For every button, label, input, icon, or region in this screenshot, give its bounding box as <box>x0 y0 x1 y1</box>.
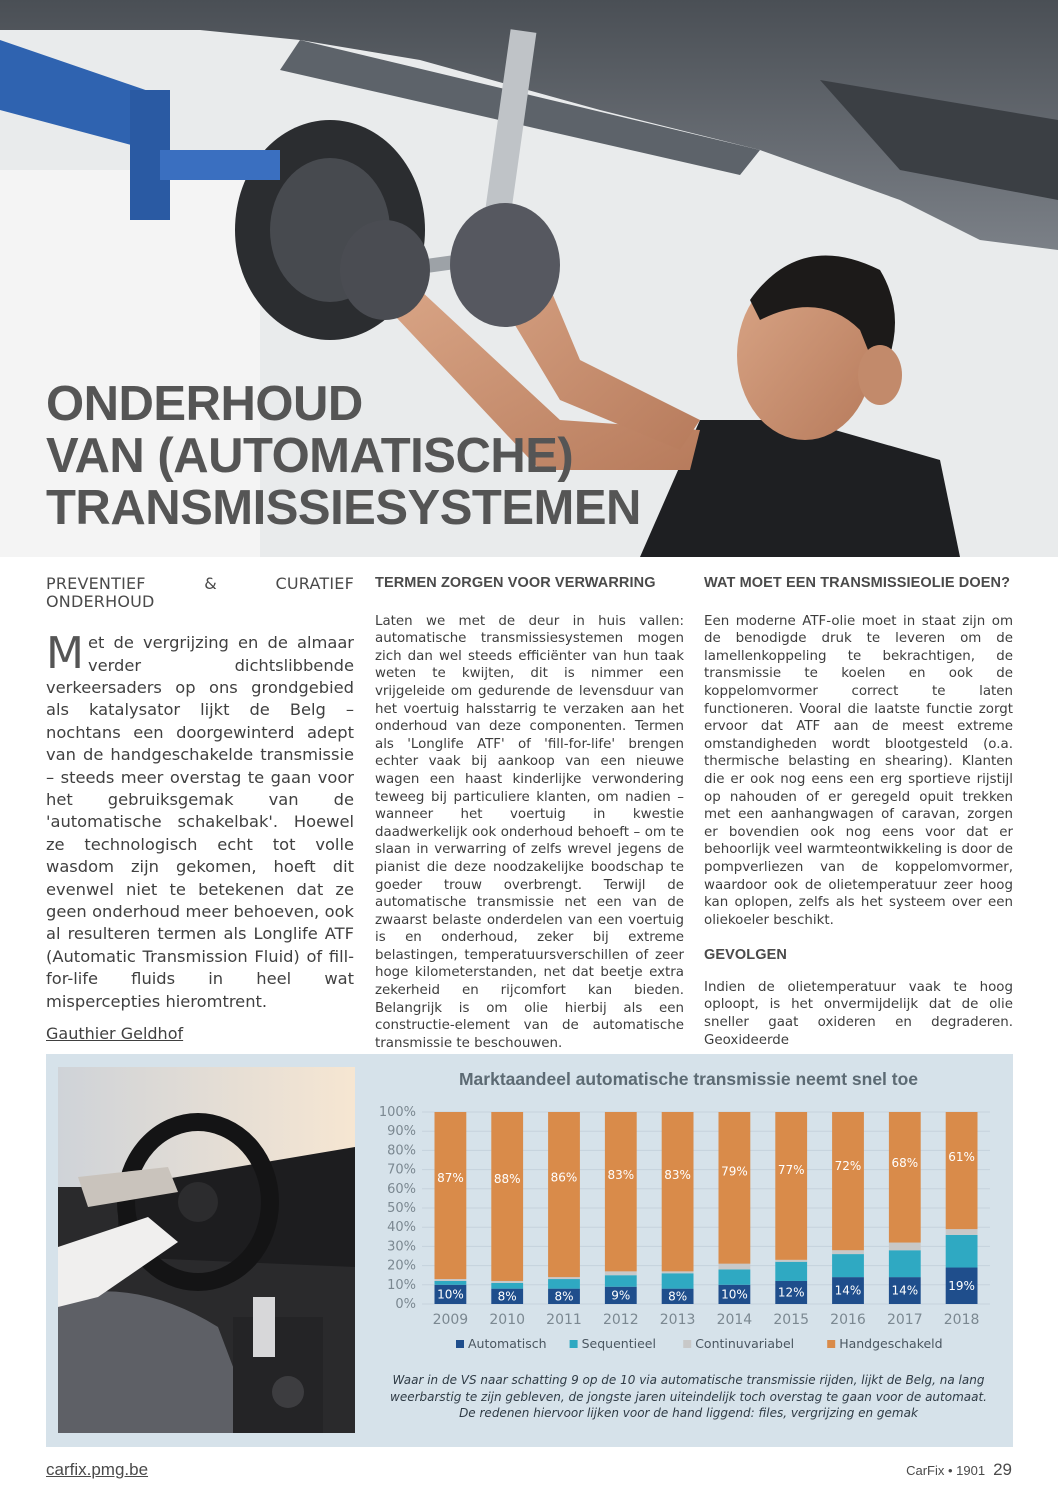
title-line-1: ONDERHOUD <box>46 377 363 431</box>
bar-segment <box>434 1279 466 1281</box>
bar-segment <box>832 1112 864 1250</box>
column-intro <box>46 575 354 1043</box>
section-heading-termen: TERMEN ZORGEN VOOR VERWARRING <box>375 575 656 591</box>
x-tick-label: 2014 <box>716 1312 753 1328</box>
data-label: 14% <box>834 1283 862 1298</box>
y-tick-label: 70% <box>387 1162 416 1178</box>
x-tick-label: 2018 <box>943 1312 980 1328</box>
bar-segment <box>434 1112 466 1279</box>
bar-segment <box>718 1112 750 1264</box>
data-label: 8% <box>668 1289 688 1304</box>
data-label: 72% <box>834 1159 862 1174</box>
y-tick-label: 60% <box>387 1181 416 1197</box>
legend-label: Continuvariabel <box>695 1336 795 1351</box>
data-label: 8% <box>497 1289 517 1304</box>
bar-segment <box>889 1112 921 1243</box>
bar-segment <box>662 1271 694 1273</box>
bar-segment <box>718 1264 750 1270</box>
column-termen <box>375 575 684 1052</box>
y-tick-label: 50% <box>387 1201 416 1216</box>
data-label: 9% <box>611 1288 631 1303</box>
bar-segment <box>775 1260 807 1262</box>
bar-segment <box>605 1275 637 1287</box>
y-tick-label: 20% <box>387 1258 416 1274</box>
legend-label: Automatisch <box>468 1336 547 1351</box>
section-body-termen: Laten we met de deur in huis vallen: automatische transmissiesystemen mogen zich dan wel steeds efficiënter van hun taak weten te kwijten, dit is nimmer een vrijgeleide om gedurende de levensduur van het voertuig halsstarrig te verzaken aan het onderhoud van deze componenten. Termen als 'Longlife ATF' of 'fill-for-life' brengen echter vaak bij aankoop van een nieuwe wagen een haast kinderlijke verwondering teweeg bij particuliere klanten, om nadien – wanneer het voertuig in kwestie daadwerkelijk ook onderhoud behoeft – om te slaan in verwarring of zelfs wrevel jegens de pianist die deze noodzakelijke boodschap te goeder trouw overbrengt. Terwijl de automatische transmissie net een van de zwaarst belaste onderdelen van een voertuig is en onderhoud, zeker bij extreme belastingen, temperatuursverschillen of zeer hoge kilometerstanden, net dat beetje extra zekerheid en rijcomfort kan bieden. Belangrijk is om olie hierbij als een constructie-element van de automatische transmissie te beschouwen. <box>375 613 684 1051</box>
intro-paragraph <box>46 628 354 1013</box>
data-label: 83% <box>607 1167 635 1182</box>
bar-segment <box>718 1269 750 1284</box>
column-transmissieolie <box>704 575 1013 1049</box>
bar-segment <box>889 1250 921 1277</box>
chart-caption: Waar in de VS naar schatting 9 op de 10 via automatische transmissie rijden, lijkt de Belg, na lang weerbarstig te zijn gebleven, de jongste jaren uiteindelijk toch overstag te gaan voor de automaat. De redenen hiervoor lijken voor de hand liggend: files, vergrijzing en gemak <box>390 1373 987 1420</box>
bar-segment <box>832 1250 864 1254</box>
kicker: PREVENTIEF & CURATIEF ONDERHOUD <box>46 574 354 611</box>
bar-segment <box>946 1229 978 1235</box>
footer-page-info <box>906 1460 1012 1480</box>
section-body-gevolgen: Indien de olietemperatuur vaak te hoog oploopt, is het onvermijdelijk dat de olie sneller gaat oxideren en degraderen. Geoxideerde <box>704 979 1013 1048</box>
bar-segment <box>605 1112 637 1271</box>
bar-segment <box>548 1279 580 1289</box>
bar-segment <box>605 1271 637 1275</box>
y-tick-label: 10% <box>387 1277 416 1293</box>
data-label: 83% <box>664 1167 691 1182</box>
x-tick-label: 2015 <box>773 1312 810 1328</box>
section-heading-transmissieolie: WAT MOET EEN TRANSMISSIEOLIE DOEN? <box>704 575 1011 591</box>
stacked-bar-chart <box>370 1098 1002 1368</box>
y-tick-label: 0% <box>395 1297 416 1312</box>
driver-photo <box>58 1067 355 1433</box>
legend-swatch <box>456 1340 464 1348</box>
section-body-transmissieolie: Een moderne ATF-olie moet in staat zijn om de benodigde druk te leveren om de lamellenkoppeling te bekrachtigen, de transmissie te koelen en ook de koppelomvormer correct te laten functioneren. Vooral die laatste functie zorgt ervoor dat ATF aan de meest extreme omstandigheden wordt blootgesteld (o.a. thermische belasting en shearing). Klanten die er ook nog eens een erg sportieve rijstijl op nahouden of er geregeld opuit trekken met een aanhangwagen of caravan, zorgen er bovendien ook nog eens voor dat er behoorlijk veel warmteontwikkeling is door de pompverliezen van de koppelomvormer, waardoor ook de olietemperatuur zeer hoog kan oplopen, zelfs als het systeem over een oliekoeler beschikt. <box>704 613 1013 928</box>
y-tick-label: 100% <box>378 1105 416 1120</box>
bar-segment <box>491 1283 523 1289</box>
data-label: 79% <box>721 1164 748 1179</box>
bar-segment <box>662 1273 694 1288</box>
y-tick-label: 30% <box>387 1239 416 1255</box>
x-tick-label: 2009 <box>432 1312 469 1328</box>
data-label: 61% <box>948 1150 975 1165</box>
legend-label: Handgeschakeld <box>839 1336 943 1351</box>
footer-website-link[interactable]: carfix.pmg.be <box>46 1460 149 1479</box>
bar-segment <box>548 1112 580 1277</box>
bar-segment <box>946 1235 978 1268</box>
bar-segment <box>548 1277 580 1279</box>
y-tick-label: 90% <box>387 1124 416 1140</box>
x-tick-label: 2010 <box>489 1312 526 1328</box>
bar-segment <box>946 1112 978 1229</box>
hero-image <box>0 0 1058 557</box>
article-title <box>46 378 641 534</box>
bar-segment <box>662 1112 694 1271</box>
page-number: 29 <box>993 1460 1012 1479</box>
x-tick-label: 2012 <box>602 1312 639 1328</box>
legend-swatch <box>570 1340 578 1348</box>
chart-title: Marktaandeel automatische transmissie neemt snel toe <box>458 1069 919 1089</box>
data-label: 77% <box>777 1163 805 1178</box>
bar-segment <box>775 1262 807 1281</box>
legend-swatch <box>827 1340 835 1348</box>
data-label: 87% <box>437 1171 464 1186</box>
chart-panel <box>46 1054 1013 1447</box>
magazine-issue: CarFix • 1901 <box>906 1463 986 1478</box>
section-heading-gevolgen: GEVOLGEN <box>704 947 787 964</box>
y-tick-label: 40% <box>387 1220 416 1236</box>
title-line-2: VAN (AUTOMATISCHE) <box>46 429 574 483</box>
x-tick-label: 2016 <box>830 1312 866 1328</box>
y-tick-label: 80% <box>387 1143 416 1159</box>
steering-wheel-photo <box>58 1067 355 1433</box>
title-line-3: TRANSMISSIESYSTEMEN <box>46 481 641 535</box>
data-label: 86% <box>550 1170 578 1185</box>
x-tick-label: 2011 <box>546 1312 582 1328</box>
x-tick-label: 2017 <box>886 1312 923 1328</box>
bar-segment <box>889 1243 921 1251</box>
data-label: 10% <box>437 1287 464 1302</box>
intro-text: et de vergrijzing en de almaar verder dichtslibbende verkeersaders op ons grondgebied als katalysator lijkt de Belg – nochtans een doorgewinterd adept van de handgeschakelde transmissie – steeds meer overstag te gaan voor het gebruiksgemak van de 'automatische schakelbak'. Hoewel ze technologisch echt tot volle wasdom zijn gekomen, hoeft dit evenwel niet te betekenen dat ze geen onderhoud meer behoeven, ook al resulteren termen als Longlife ATF (Automatic Transmission Fluid) of fill-for-life fluids in heel wat mispercepties hieromtrent. <box>46 633 354 1011</box>
dropcap: M <box>46 628 84 680</box>
data-label: 14% <box>891 1283 919 1298</box>
bar-segment <box>434 1281 466 1285</box>
legend-swatch <box>683 1340 691 1348</box>
data-label: 68% <box>891 1155 919 1170</box>
bar-segment <box>491 1112 523 1281</box>
x-tick-label: 2013 <box>659 1312 696 1328</box>
bar-segment <box>775 1112 807 1260</box>
data-label: 12% <box>777 1285 805 1300</box>
data-label: 88% <box>493 1171 521 1186</box>
legend-label: Sequentieel <box>581 1336 656 1351</box>
bar-segment <box>491 1281 523 1283</box>
data-label: 10% <box>721 1287 748 1302</box>
bar-segment <box>832 1254 864 1277</box>
data-label: 8% <box>554 1289 574 1304</box>
data-label: 19% <box>948 1278 975 1293</box>
author-byline: Gauthier Geldhof <box>46 1024 184 1044</box>
